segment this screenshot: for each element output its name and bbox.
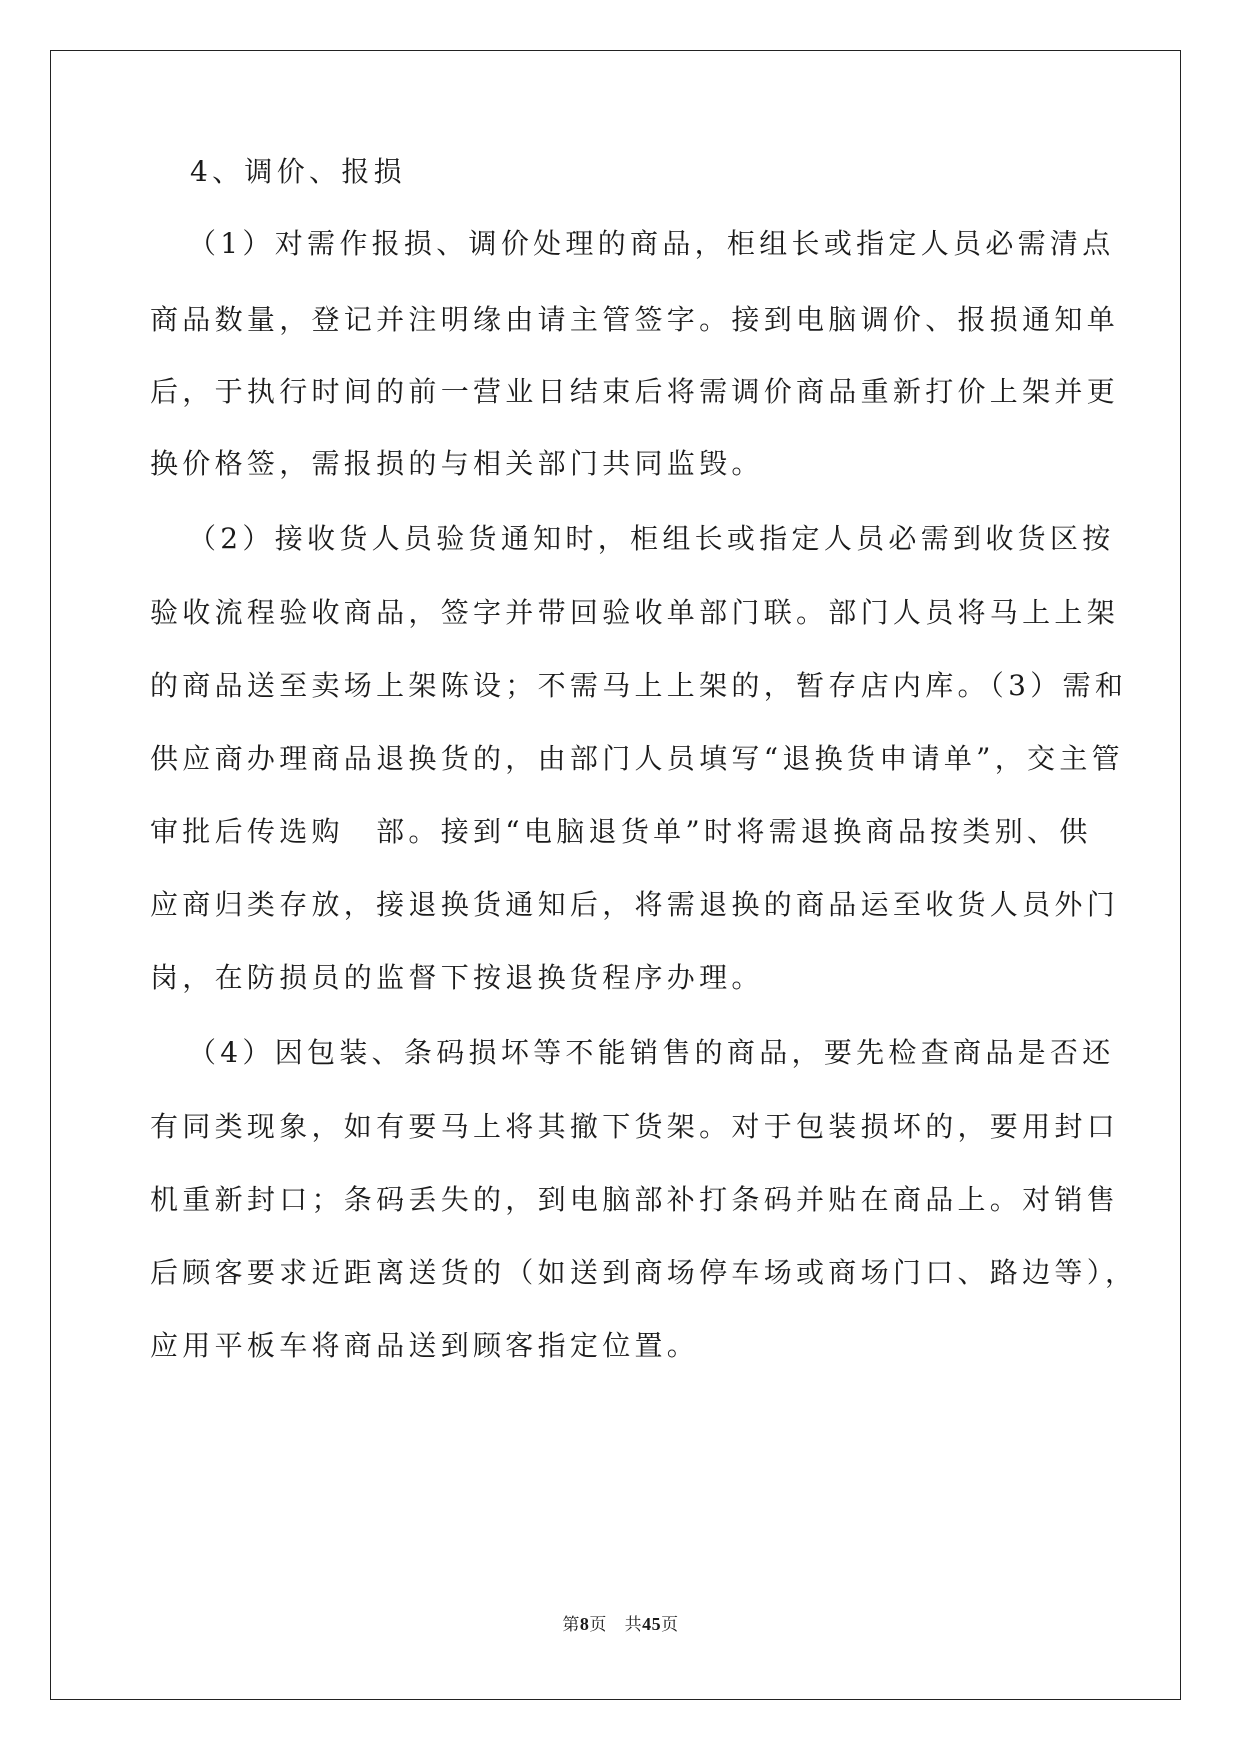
total-prefix: 共	[624, 1615, 643, 1635]
paragraph-line: 后，于执行时间的前一营业日结束后将需调价商品重新打价上架并更	[150, 375, 1120, 408]
paragraph-line: 应商归类存放，接退换货通知后，将需退换的商品运至收货人员外门	[150, 888, 1120, 921]
page-footer	[0, 1612, 1241, 1637]
page-border	[50, 50, 1181, 1700]
paragraph-line: 岗，在防损员的监督下按退换货程序办理。	[150, 961, 764, 994]
paragraph-line: 商品数量，登记并注明缘由请主管签字。接到电脑调价、报损通知单	[150, 303, 1120, 336]
paragraph-line: 验收流程验收商品，签字并带回验收单部门联。部门人员将马上上架	[150, 596, 1120, 629]
paragraph-line: 应用平板车将商品送到顾客指定位置。	[150, 1329, 700, 1362]
paragraph-line: （4）因包装、条码损坏等不能销售的商品，要先检查商品是否还	[188, 1036, 1115, 1069]
paragraph-line: （1）对需作报损、调价处理的商品，柜组长或指定人员必需清点	[188, 227, 1115, 260]
page-suffix: 页	[589, 1615, 607, 1635]
page-prefix: 第	[562, 1615, 580, 1635]
total-suffix: 页	[661, 1615, 679, 1635]
paragraph-line: 审批后传选购 部。接到“电脑退货单”时将需退换商品按类别、供	[150, 815, 1092, 848]
paragraph-line: 后顾客要求近距离送货的（如送到商场停车场或商场门口、路边等），	[150, 1256, 1138, 1289]
paragraph-line: 有同类现象，如有要马上将其撤下货架。对于包装损坏的，要用封口	[150, 1110, 1120, 1143]
paragraph-line: 换价格签，需报损的与相关部门共同监毁。	[150, 447, 764, 480]
paragraph-line: 供应商办理商品退换货的，由部门人员填写“退换货申请单”，交主管	[150, 742, 1124, 775]
section-heading: 4、调价、报损	[190, 155, 406, 188]
paragraph-line: （2）接收货人员验货通知时，柜组长或指定人员必需到收货区按	[188, 522, 1115, 555]
page-number: 8	[579, 1614, 590, 1634]
total-pages: 45	[642, 1614, 662, 1634]
paragraph-line: 的商品送至卖场上架陈设；不需马上上架的，暂存店内库。（3）需和	[150, 669, 1128, 702]
paragraph-line: 机重新封口；条码丢失的，到电脑部补打条码并贴在商品上。对销售	[150, 1183, 1120, 1216]
